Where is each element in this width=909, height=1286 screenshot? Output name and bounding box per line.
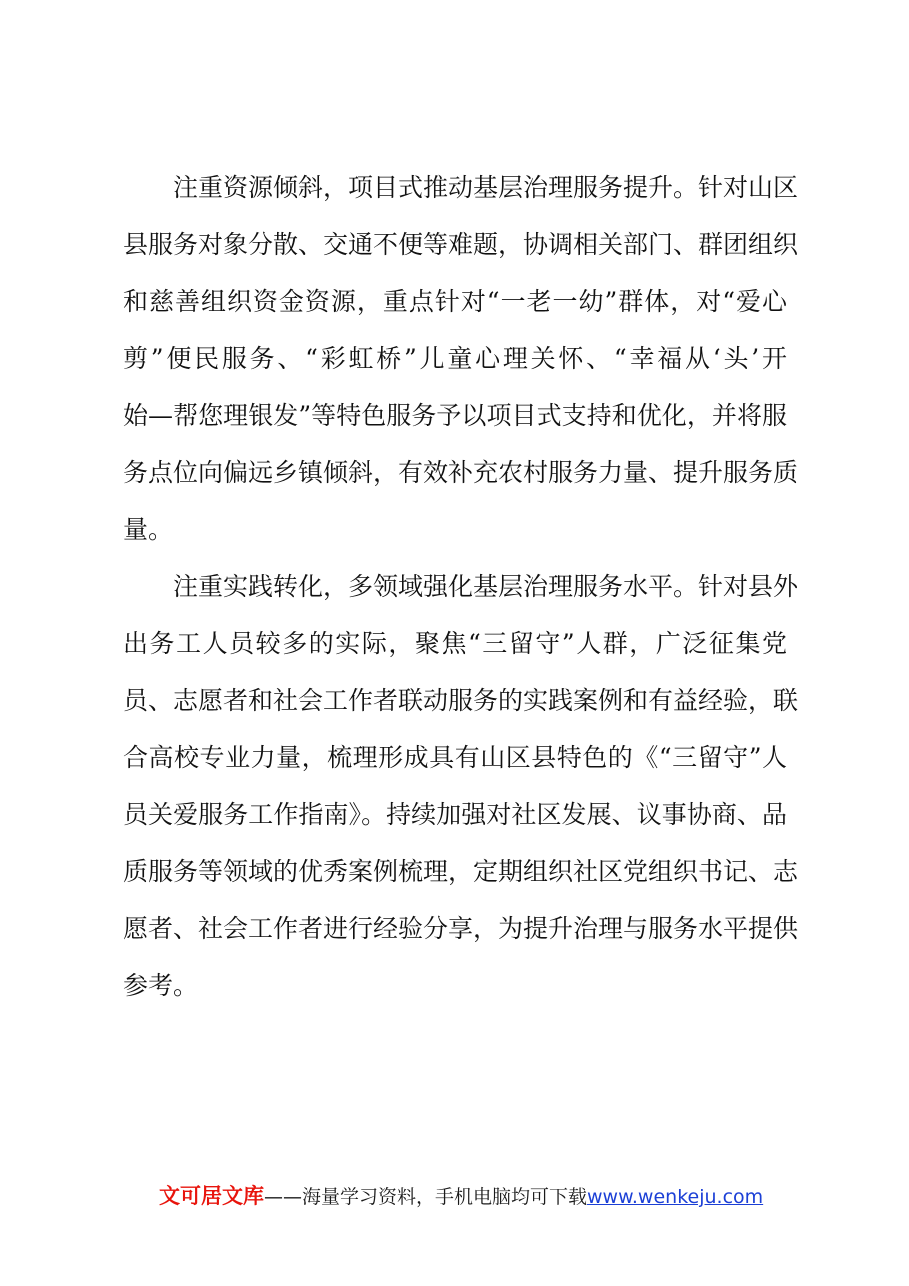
text-line: 县服务对象分散、交通不便等难题，协调相关部门、群团组织	[123, 230, 799, 259]
document-body	[123, 162, 799, 1017]
text-line: 质服务等领域的优秀案例梳理，定期组织社区党组织书记、志	[123, 857, 799, 886]
paragraph	[123, 162, 799, 561]
text-line: 愿者、社会工作者进行经验分享，为提升治理与服务水平提供	[123, 914, 799, 943]
text-line: 参考。	[123, 971, 199, 1000]
text-line: 量。	[123, 515, 174, 544]
text-line: 员关爱服务工作指南》。持续加强对社区发展、议事协商、品	[123, 800, 787, 829]
brand-name: 文可居文库	[159, 1184, 264, 1208]
text-line: 务点位向偏远乡镇倾斜，有效补充农村服务力量、提升服务质	[123, 458, 799, 487]
text-line: 始—帮您理银发”等特色服务予以项目式支持和优化，并将服	[123, 401, 787, 430]
footer-banner	[159, 1182, 763, 1211]
paragraph	[123, 561, 799, 1017]
text-line: 注重资源倾斜，项目式推动基层治理服务提升。针对山区	[123, 173, 799, 202]
text-line: 剪”便民服务、“彩虹桥”儿童心理关怀、“幸福从‘头’开	[123, 344, 787, 373]
text-line: 出务工人员较多的实际，聚焦“三留守”人群，广泛征集党	[123, 629, 787, 658]
website-link[interactable]: www.wenkeju.com	[587, 1186, 764, 1208]
text-line: 合高校专业力量，梳理形成具有山区县特色的《“三留守”人	[123, 743, 787, 772]
footer-slogan: ——海量学习资料，手机电脑均可下载	[264, 1186, 588, 1208]
text-line: 和慈善组织资金资源，重点针对“一老一幼”群体，对“爱心	[123, 287, 787, 316]
text-line: 员、志愿者和社会工作者联动服务的实践案例和有益经验，联	[123, 686, 799, 715]
text-line: 注重实践转化，多领域强化基层治理服务水平。针对县外	[123, 572, 799, 601]
